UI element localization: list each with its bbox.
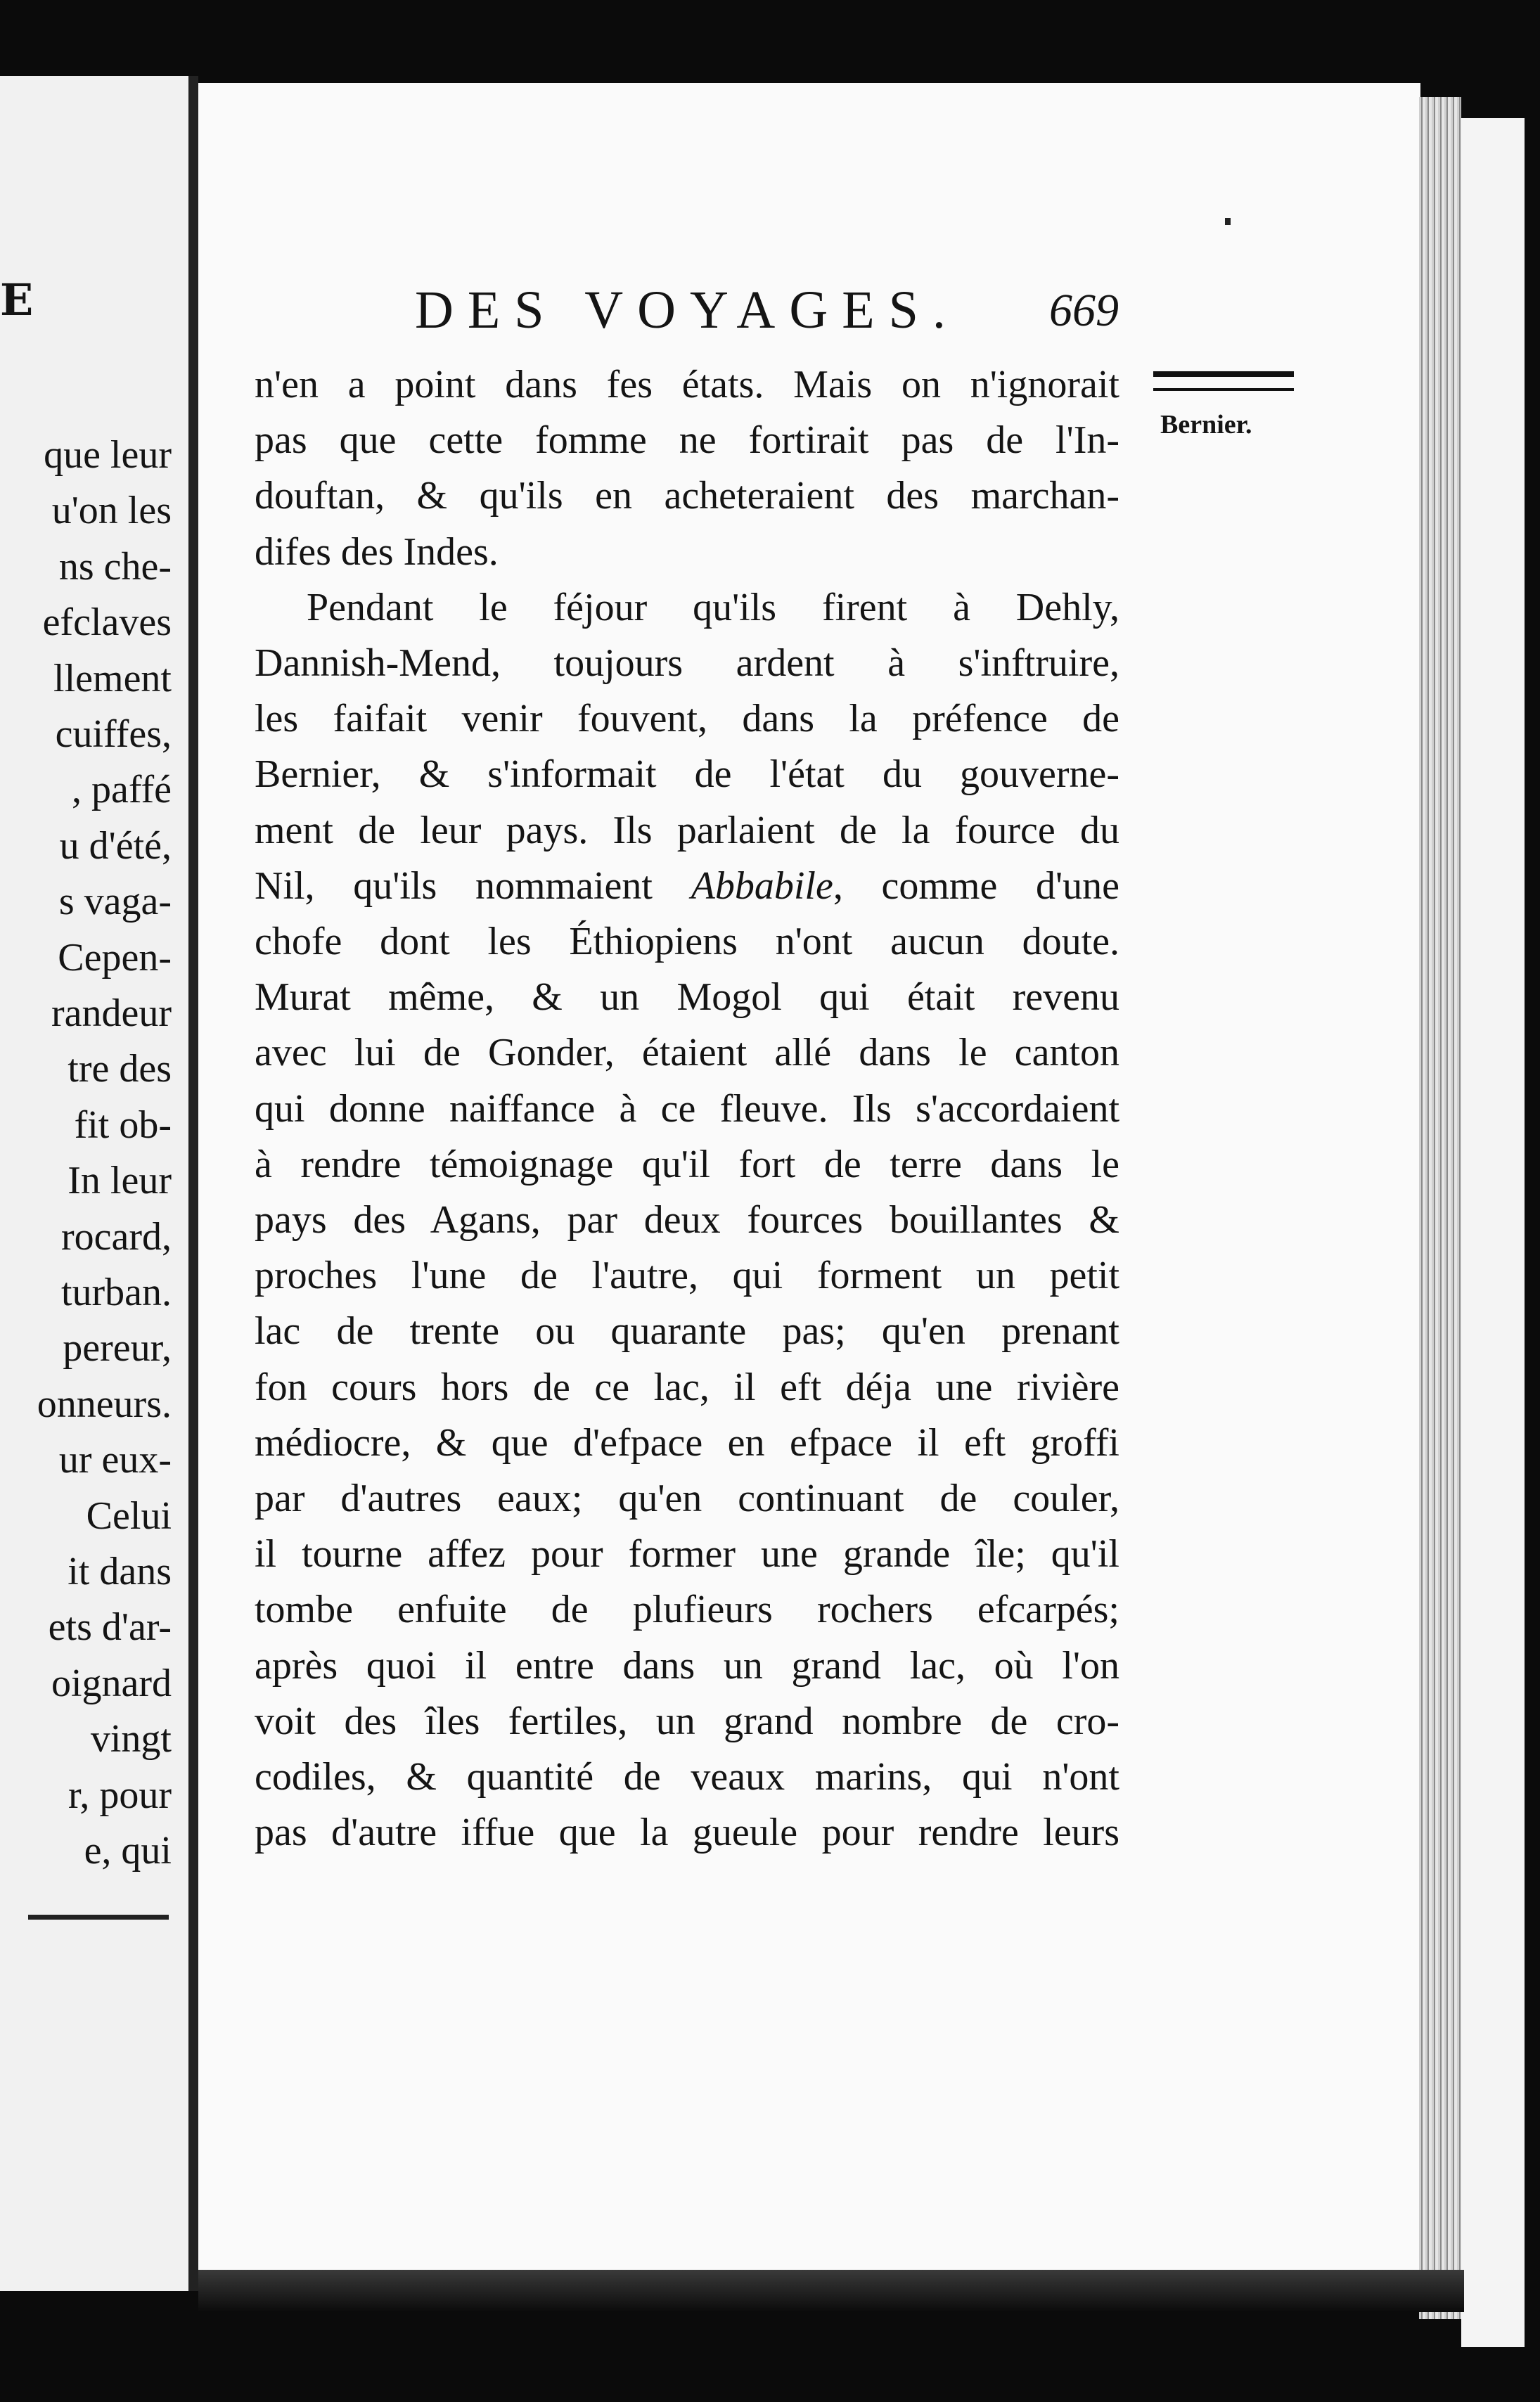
margin-note: Bernier. bbox=[1160, 410, 1252, 439]
left-page-line: pereur, bbox=[63, 1326, 172, 1370]
text-line: avec lui de Gonder, étaient allé dans le canton bbox=[255, 1031, 1119, 1075]
text-line: médiocre, & que d'efpace en efpace il eft groffi bbox=[255, 1420, 1119, 1465]
left-page-line: llement bbox=[53, 656, 172, 700]
left-page-line: it dans bbox=[68, 1550, 172, 1593]
left-page-line: ur eux- bbox=[58, 1438, 172, 1482]
text-line: qui donne naiffance à ce fleuve. Ils s'accordaient bbox=[255, 1086, 1119, 1131]
left-page-line: ns che- bbox=[58, 544, 172, 589]
left-page-line: u d'été, bbox=[59, 823, 172, 868]
text-line: les faifait venir fouvent, dans la préfence de bbox=[255, 697, 1119, 741]
text-line: douftan, & qu'ils en acheteraient des marchan- bbox=[255, 474, 1119, 518]
text-line: codiles, & quantité de veaux marins, qui n'ont bbox=[255, 1755, 1119, 1799]
page-edges bbox=[1419, 97, 1461, 2319]
text-line: difes des Indes. bbox=[255, 529, 499, 574]
body-text bbox=[255, 357, 1119, 1861]
page-bottom-shadow bbox=[198, 2270, 1464, 2312]
left-page-line: fit ob- bbox=[74, 1103, 172, 1147]
text-line: à rendre témoignage qu'il fort de terre dans le bbox=[255, 1142, 1119, 1186]
left-page-line: , paffé bbox=[72, 768, 172, 812]
text-line: Dannish-Mend, toujours ardent à s'inftruire, bbox=[255, 641, 1119, 686]
printer-mark bbox=[1225, 218, 1231, 225]
left-page-rule bbox=[28, 1915, 169, 1920]
text-line: pays des Agans, par deux fources bouillantes & bbox=[255, 1198, 1119, 1242]
text-segment: , comme d'une bbox=[833, 863, 1119, 908]
left-page-line: ets d'ar- bbox=[48, 1605, 172, 1650]
left-page-line: Cepen- bbox=[58, 935, 172, 980]
left-page-line: e, qui bbox=[84, 1829, 172, 1873]
left-page-line: turban. bbox=[60, 1271, 172, 1314]
left-page-line: onneurs. bbox=[37, 1382, 172, 1426]
next-page-edge bbox=[1461, 118, 1525, 2347]
left-page-line: randeur bbox=[51, 991, 172, 1035]
left-page-line: u'on les bbox=[51, 489, 172, 533]
text-line: après quoi il entre dans un grand lac, où l'on bbox=[255, 1643, 1119, 1688]
left-page-line: r, pour bbox=[68, 1773, 172, 1817]
text-line: n'en a point dans fes états. Mais on n'ignorait bbox=[255, 363, 1119, 406]
left-page-line: tre des bbox=[68, 1047, 172, 1091]
text-line-with-italic bbox=[255, 859, 1119, 914]
text-line: chofe dont les Éthiopiens n'ont aucun doute. bbox=[255, 920, 1119, 964]
left-page-line: In leur bbox=[68, 1159, 172, 1203]
text-line: ment de leur pays. Ils parlaient de la fource du bbox=[255, 808, 1119, 852]
left-page-line: cuiffes, bbox=[55, 712, 172, 756]
left-facing-page bbox=[0, 76, 198, 2291]
text-line: proches l'une de l'autre, qui forment un petit bbox=[255, 1254, 1119, 1298]
left-page-line: Celui bbox=[86, 1494, 172, 1538]
text-line: pas que cette fomme ne fortirait pas de l'In- bbox=[255, 418, 1119, 463]
text-line: Murat même, & un Mogol qui était revenu bbox=[255, 975, 1119, 1020]
text-line: tombe enfuite de plufieurs rochers efcarpés; bbox=[255, 1588, 1119, 1632]
text-line: pas d'autre iffue que la gueule pour rendre leurs bbox=[255, 1811, 1119, 1855]
text-segment: Nil, qu'ils nommaient bbox=[255, 863, 691, 908]
left-page-heading-fragment: E bbox=[0, 274, 38, 326]
left-page-line: rocard, bbox=[60, 1214, 172, 1259]
text-line: voit des îles fertiles, un grand nombre de cro- bbox=[255, 1699, 1119, 1743]
left-page-line: que leur bbox=[44, 433, 172, 477]
text-line: Pendant le féjour qu'ils firent à Dehly, bbox=[307, 585, 1119, 629]
text-line: fon cours hors de ce lac, il eft déja une rivière bbox=[255, 1365, 1119, 1409]
page-number: 669 bbox=[1049, 285, 1119, 336]
left-page-line: vingt bbox=[90, 1717, 172, 1761]
italic-word: Abbabile bbox=[691, 863, 833, 908]
left-page-line: efclaves bbox=[42, 600, 172, 645]
text-line: par d'autres eaux; qu'en continuant de couler, bbox=[255, 1477, 1119, 1521]
text-line: il tourne affez pour former une grande île; qu'il bbox=[255, 1532, 1119, 1576]
running-head: DES VOYAGES. bbox=[415, 281, 960, 340]
left-page-line: s vaga- bbox=[58, 880, 172, 924]
text-line: lac de trente ou quarante pas; qu'en prenant bbox=[255, 1309, 1119, 1354]
margin-rule bbox=[1153, 371, 1294, 391]
left-page-line: oignard bbox=[51, 1661, 172, 1705]
text-line: Bernier, & s'informait de l'état du gouverne- bbox=[255, 752, 1119, 797]
